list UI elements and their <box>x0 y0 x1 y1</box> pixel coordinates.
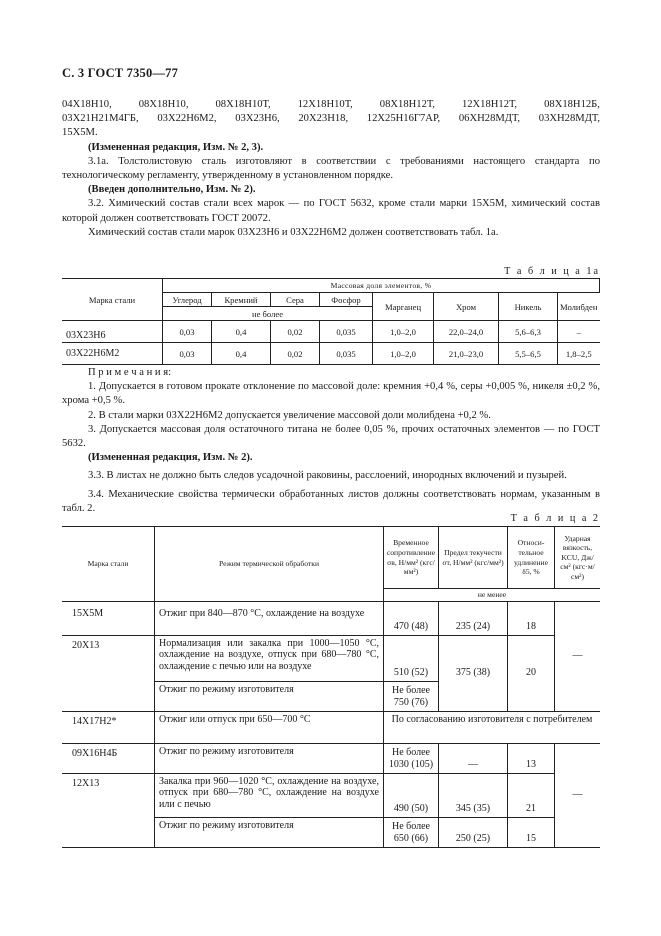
col-manganese: Марганец <box>373 293 434 321</box>
cell-yield: — <box>439 743 508 773</box>
table-2-caption-block <box>62 512 600 526</box>
grade-item: 03ХН28МДТ, <box>538 113 600 125</box>
edit-note: (Измененная редакция, Изм. № 2). <box>88 452 253 464</box>
row-mode: Нормализация или закалка при 1000—1050 °С, охлаждение на воздухе, отпуск при 680—780 °С, охлаждение с печью или на воздухе <box>155 635 384 681</box>
row-mode: Отжиг или отпуск при 650—700 °С <box>155 711 384 743</box>
chemical-composition-table <box>62 278 600 365</box>
table-2-caption: Т а б л и ц а 2 <box>510 513 600 524</box>
page-header: С. 3 ГОСТ 7350—77 <box>62 66 179 80</box>
col-group-header: Массовая доля элементов, % <box>163 279 600 293</box>
cell-impact: — <box>555 601 601 711</box>
table-1a-caption: Т а б л и ц а 1а <box>504 266 600 277</box>
cell-elongation: 18 <box>508 601 555 635</box>
grade-item: 20Х23Н18, <box>298 113 349 125</box>
col-elongation-header: Относительное удлинение δ5, % <box>508 527 555 589</box>
row-mark: 09Х16Н4Б <box>62 743 155 773</box>
cell-elongation: 15 <box>508 817 555 847</box>
grade-item: 12Х18Н10Т, <box>297 99 353 110</box>
cell-impact: — <box>555 743 601 847</box>
grade-item: 03Х23Н6, <box>235 113 280 125</box>
row-mode: Отжиг по режиму изготовителя <box>155 681 384 711</box>
grade-item: 08Х18Н10Т, <box>215 99 271 110</box>
cell-tensile: Не более 750 (76) <box>384 681 439 711</box>
row-mark: 03Х23Н6 <box>62 321 163 343</box>
row-mark: 14Х17Н2* <box>62 711 155 743</box>
section-notes <box>62 366 600 516</box>
cell-nickel: 5,5–6,5 <box>499 343 558 365</box>
col-carbon: Углерод <box>163 293 212 307</box>
grade-item: 06ХН28МДТ, <box>458 113 521 125</box>
cell-chromium: 22,0–24,0 <box>434 321 499 343</box>
cell-tensile: Не более 1030 (105) <box>384 743 439 773</box>
note-1: 1. Допускается в готовом прокате отклонение по массовой доле: кремния +0,4 %, серы +0,005 %, никеля ±0,2 %, хрома +0,5 %. <box>62 381 600 407</box>
cell-phosphorus: 0,035 <box>320 321 373 343</box>
cell-silicon: 0,4 <box>212 321 271 343</box>
cell-manganese: 1,0–2,0 <box>373 343 434 365</box>
col-silicon: Кремний <box>212 293 271 307</box>
cell-molybdenum: 1,8–2,5 <box>558 343 600 365</box>
col-tensile-header: Временное сопротивление σв, Н/мм² (кгс/мм²) <box>384 527 439 589</box>
table-row <box>62 635 600 681</box>
cell-tensile: 470 (48) <box>384 601 439 635</box>
grade-item: 12Х25Н16Г7АР, <box>366 113 441 125</box>
col-molybdenum: Молибден <box>558 293 600 321</box>
grade-item: 08Х18Н12Т, <box>379 99 435 110</box>
limit-note: не более <box>163 307 373 321</box>
col-sulfur: Сера <box>271 293 320 307</box>
grade-item: 12Х18Н12Т, <box>461 99 518 110</box>
cell-elongation: 20 <box>508 635 555 711</box>
paragraph-3-4: 3.4. Механические свойства термически обработанных листов должны соответствовать нормам, указанным в табл. 2. <box>62 488 600 514</box>
cell-chromium: 21,0–23,0 <box>434 343 499 365</box>
col-yield-header: Предел текучести σт, Н/мм² (кгс/мм²) <box>439 527 508 589</box>
grade-item: 04Х18Н10, <box>62 99 112 110</box>
table-row <box>62 711 600 743</box>
table-row <box>62 601 600 635</box>
note-2: 2. В стали марки 03Х22Н6М2 допускается увеличение массовой доли молибдена +0,2 %. <box>88 409 491 421</box>
row-mark: 03Х22Н6М2 <box>62 343 163 365</box>
cell-elongation: 21 <box>508 773 555 817</box>
table-1a-grid <box>62 278 600 365</box>
cell-yield: 235 (24) <box>439 601 508 635</box>
cell-tensile: Не более 650 (66) <box>384 817 439 847</box>
col-impact-header: Ударная вязкость, KCU, Дж/см² (кгс·м/см²) <box>555 527 601 589</box>
cell-phosphorus: 0,035 <box>320 343 373 365</box>
cell-molybdenum: – <box>558 321 600 343</box>
added-note: (Введен дополнительно, Изм. № 2). <box>88 184 256 196</box>
grades-line-3: 15Х5М. <box>62 127 98 139</box>
row-mark: 15Х5М <box>62 601 155 635</box>
cell-yield: 345 (35) <box>439 773 508 817</box>
table-row <box>62 343 600 365</box>
notes-title: П р и м е ч а н и я: <box>88 367 172 378</box>
table-row <box>62 743 600 773</box>
row-mark: 20Х13 <box>62 635 155 711</box>
col-mark-header: Марка стали <box>62 279 163 321</box>
cell-agreement: По согласованию изготовителя с потребителем <box>384 711 601 743</box>
paragraph-3-2: 3.2. Химический состав стали всех марок — по ГОСТ 5632, кроме стали марки 15Х5М, химический состав которой должен соответствовать ГОСТ 20072. <box>62 198 600 224</box>
edit-note: (Измененная редакция, Изм. № 2, 3). <box>88 141 264 153</box>
grade-item: 08Х18Н10, <box>138 99 189 110</box>
grade-item: 03Х21Н21М4ГБ, <box>62 113 139 125</box>
cell-tensile: 510 (52) <box>384 635 439 681</box>
table-row <box>62 321 600 343</box>
col-phosphorus: Фосфор <box>320 293 373 307</box>
cell-nickel: 5,6–6,3 <box>499 321 558 343</box>
mechanical-properties-table <box>62 526 600 848</box>
paragraph-3-2-table-ref: Химический состав стали марок 03Х23Н6 и 03Х22Н6М2 должен соответствовать табл. 1а. <box>88 226 499 238</box>
cell-carbon: 0,03 <box>163 321 212 343</box>
cell-sulfur: 0,02 <box>271 343 320 365</box>
row-mode: Отжиг по режиму изготовителя <box>155 817 384 847</box>
cell-silicon: 0,4 <box>212 343 271 365</box>
col-mode-header: Режим термической обработки <box>155 527 384 602</box>
table-2-grid <box>62 526 600 848</box>
grades-line-1 <box>62 98 600 112</box>
row-mode: Отжиг по режиму изготовителя <box>155 743 384 773</box>
row-mode: Закалка при 960—1020 °С, охлаждение на воздухе, отпуск при 680—780 °С, охлаждение на воздухе или с печью <box>155 773 384 817</box>
note-3: 3. Допускается массовая доля остаточного титана не более 0,05 %, прочих остаточных элементов — по ГОСТ 5632. <box>62 423 600 450</box>
row-mode: Отжиг при 840—870 °С, охлаждение на воздухе <box>155 601 384 635</box>
col-mark-header: Марка стали <box>62 527 155 602</box>
cell-yield: 250 (25) <box>439 817 508 847</box>
grade-item: 08Х18Н12Б, <box>544 99 600 110</box>
paragraph-3-1a: 3.1а. Толстолистовую сталь изготовляют в соответствии с требованиями настоящего стандарта по технологическому регламенту, утвержденному в установленном порядке. <box>62 155 600 182</box>
row-mark: 12Х13 <box>62 773 155 847</box>
cell-yield: 375 (38) <box>439 635 508 711</box>
col-nickel: Никель <box>499 293 558 321</box>
grade-item: 03Х22Н6М2, <box>157 113 217 125</box>
table-row <box>62 773 600 817</box>
cell-elongation: 13 <box>508 743 555 773</box>
cell-tensile: 490 (50) <box>384 773 439 817</box>
cell-manganese: 1,0–2,0 <box>373 321 434 343</box>
min-note: не менее <box>384 589 601 602</box>
cell-sulfur: 0,02 <box>271 321 320 343</box>
col-chromium: Хром <box>434 293 499 321</box>
grades-line-2 <box>62 112 600 126</box>
paragraph-3-3: 3.3. В листах не должно быть следов усадочной раковины, расслоений, инородных включений и пузырей. <box>88 470 567 482</box>
cell-carbon: 0,03 <box>163 343 212 365</box>
section-top <box>62 98 600 240</box>
